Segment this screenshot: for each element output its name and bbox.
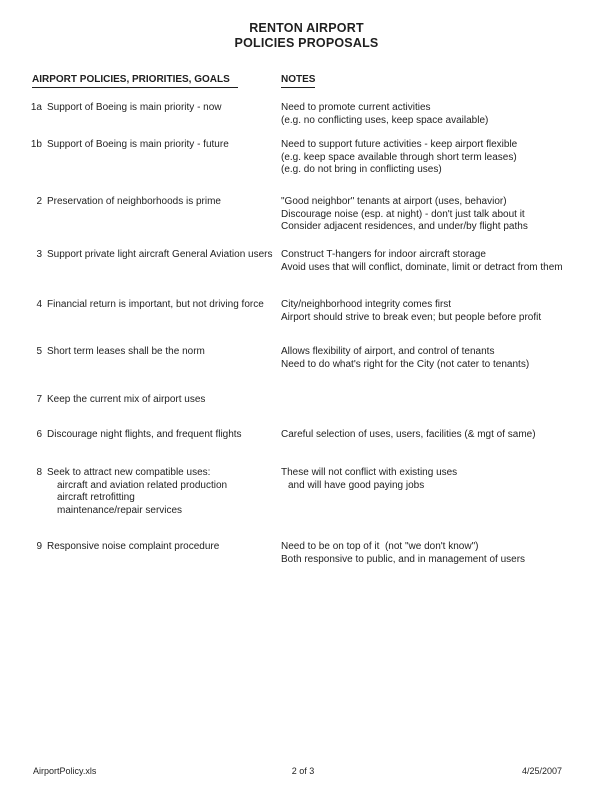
policy-number: 8 bbox=[36, 467, 42, 478]
note-line: These will not conflict with existing uses bbox=[281, 467, 458, 478]
goal-line: Short term leases shall be the norm bbox=[47, 346, 205, 357]
note-line: Construct T-hangers for indoor aircraft storage bbox=[281, 249, 486, 260]
note-line: Careful selection of uses, users, facilities (& mgt of same) bbox=[281, 429, 536, 440]
policy-notes bbox=[281, 102, 488, 127]
note-line: Need to promote current activities bbox=[281, 102, 431, 113]
note-line: City/neighborhood integrity comes first bbox=[281, 299, 452, 310]
note-line: Avoid uses that will conflict, dominate, limit or detract from them bbox=[281, 261, 563, 273]
policy-goal bbox=[47, 249, 273, 262]
goal-line: Support of Boeing is main priority - now bbox=[47, 102, 222, 113]
policy-number: 7 bbox=[36, 394, 42, 405]
goals-column-header: AIRPORT POLICIES, PRIORITIES, GOALS bbox=[32, 74, 238, 88]
title-line-1: RENTON AIRPORT bbox=[249, 21, 364, 35]
policy-notes bbox=[281, 299, 541, 324]
policy-number: 1a bbox=[30, 102, 42, 113]
note-line: (e.g. no conflicting uses, keep space available) bbox=[281, 114, 489, 126]
goal-line: Discourage night flights, and frequent flights bbox=[47, 429, 242, 440]
goal-line: aircraft retrofitting bbox=[57, 492, 135, 503]
note-line: Need to support future activities - keep airport flexible bbox=[281, 139, 518, 150]
policy-goal bbox=[47, 429, 242, 442]
policy-goal bbox=[47, 139, 229, 152]
note-line: Need to do what's right for the City (not cater to tenants) bbox=[281, 358, 530, 370]
notes-column-header: NOTES bbox=[281, 74, 315, 88]
note-line: (e.g. keep space available through short term leases) bbox=[281, 151, 517, 163]
policy-goal bbox=[47, 196, 221, 209]
note-line: "Good neighbor" tenants at airport (uses, behavior) bbox=[281, 196, 507, 207]
goal-line: Financial return is important, but not driving force bbox=[47, 299, 264, 310]
policy-goal bbox=[47, 467, 227, 517]
policy-notes bbox=[281, 196, 528, 234]
policy-goal bbox=[47, 299, 264, 312]
note-line: Airport should strive to break even; but people before profit bbox=[281, 311, 542, 323]
note-line: (e.g. do not bring in conflicting uses) bbox=[281, 164, 442, 175]
policy-notes bbox=[281, 541, 525, 566]
footer-filename: AirportPolicy.xls bbox=[33, 766, 97, 776]
policy-notes bbox=[281, 346, 529, 371]
goal-line: Seek to attract new compatible uses: bbox=[47, 467, 211, 478]
goal-line: aircraft and aviation related production bbox=[57, 479, 228, 491]
policy-number: 3 bbox=[36, 249, 42, 260]
note-line: Allows flexibility of airport, and control of tenants bbox=[281, 346, 495, 357]
policy-notes bbox=[281, 429, 536, 442]
footer-date: 4/25/2007 bbox=[521, 766, 562, 776]
note-line: Both responsive to public, and in management of users bbox=[281, 553, 526, 565]
title-line-2: POLICIES PROPOSALS bbox=[234, 36, 379, 50]
goal-line: maintenance/repair services bbox=[57, 504, 183, 516]
note-line: Discourage noise (esp. at night) - don't just talk about it bbox=[281, 208, 525, 220]
policy-number: 4 bbox=[36, 299, 42, 310]
goal-line: Responsive noise complaint procedure bbox=[47, 541, 220, 552]
note-line: Consider adjacent residences, and under/by flight paths bbox=[281, 221, 528, 232]
policy-goal bbox=[47, 102, 222, 115]
policy-number: 2 bbox=[36, 196, 42, 207]
note-line: Need to be on top of it (not "we don't know") bbox=[281, 541, 479, 552]
policy-goal bbox=[47, 346, 205, 359]
policy-notes bbox=[281, 249, 563, 274]
note-line: and will have good paying jobs bbox=[288, 479, 425, 491]
policy-notes bbox=[281, 467, 457, 492]
policy-number: 5 bbox=[36, 346, 42, 357]
goal-line: Support private light aircraft General Aviation users bbox=[47, 249, 273, 260]
policy-number: 1b bbox=[30, 139, 42, 150]
policy-number: 9 bbox=[36, 541, 42, 552]
footer-page-number: 2 of 3 bbox=[291, 766, 315, 776]
goal-line: Keep the current mix of airport uses bbox=[47, 394, 206, 405]
policy-goal bbox=[47, 541, 219, 554]
policy-notes bbox=[281, 139, 517, 177]
policy-number: 6 bbox=[36, 429, 42, 440]
goal-line: Preservation of neighborhoods is prime bbox=[47, 196, 221, 207]
goal-line: Support of Boeing is main priority - future bbox=[47, 139, 229, 150]
policy-goal bbox=[47, 394, 205, 407]
document-title bbox=[0, 21, 613, 51]
